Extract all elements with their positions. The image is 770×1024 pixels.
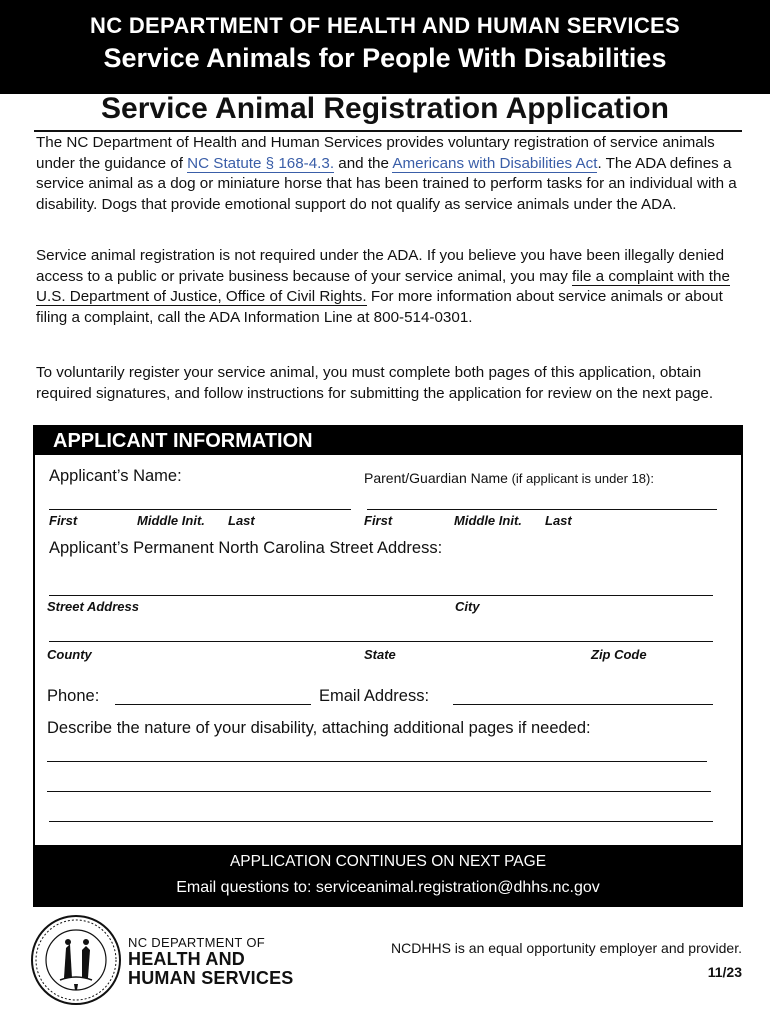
disability-line-1[interactable] (47, 761, 707, 762)
caption-first: First (49, 513, 78, 528)
intro-text: For more information about service animals or about filing a complaint, call the ADA Information Line at 800-514-0301. (36, 288, 723, 326)
caption-zip-code: Zip Code (591, 647, 647, 662)
ada-link[interactable]: Americans with Disabilities Act (392, 154, 598, 172)
title-divider (34, 130, 742, 132)
guardian-name-label (364, 470, 654, 486)
disability-line-2[interactable] (47, 791, 711, 792)
caption-guardian-first: First (364, 513, 393, 528)
page-header (0, 0, 770, 94)
caption-state: State (364, 647, 396, 662)
caption-city: City (455, 599, 480, 614)
applicant-name-field[interactable] (49, 509, 351, 510)
caption-middle: Middle Init. (137, 513, 205, 528)
intro-text: To voluntarily register your service animal, you must complete both pages of this application, obtain required signatures, and follow instructions for submitting the application for review on the next page. (36, 364, 714, 402)
logo-line-1: NC DEPARTMENT OF (128, 935, 265, 950)
caption-last: Last (228, 513, 255, 528)
intro-text: . The ADA defines a service animal as a dog or miniature horse that has been trained to perform tasks for an individual with a disability. Dogs that provide emotional support do not qualify as service animals under the ADA. (36, 154, 737, 213)
nc-statute-link[interactable]: NC Statute § 168-4.3. (187, 154, 335, 172)
county-state-zip-field[interactable] (49, 641, 713, 642)
header-subtitle: Service Animals for People With Disabilities (103, 43, 667, 73)
intro-text: The NC Department of Health and Human Services provides voluntary registration of service animals under the guidance of (36, 134, 715, 172)
caption-guardian-middle: Middle Init. (454, 513, 522, 528)
email-field[interactable] (453, 704, 713, 705)
phone-field[interactable] (115, 704, 311, 705)
intro-paragraph-1 (36, 133, 740, 215)
intro-paragraph-3 (36, 363, 740, 404)
ncdhhs-logo (128, 936, 294, 987)
disability-line-3[interactable] (49, 821, 713, 822)
doj-complaint-link[interactable]: file a complaint with the U.S. Department of Justice, Office of Civil Rights. (36, 267, 730, 305)
logo-line-3: HUMAN SERVICES (128, 968, 294, 988)
page-title: Service Animal Registration Application (101, 92, 669, 125)
street-city-field[interactable] (49, 595, 713, 596)
email-label: Email Address: (319, 687, 430, 705)
nc-state-seal-icon (30, 914, 122, 1006)
caption-county: County (47, 647, 92, 662)
guardian-note: (if applicant is under 18): (507, 471, 654, 486)
caption-guardian-last: Last (545, 513, 572, 528)
intro-paragraph-2 (36, 246, 740, 328)
equal-opportunity-statement: NCDHHS is an equal opportunity employer and provider. (391, 940, 742, 956)
intro-text: and the (334, 154, 393, 172)
section-heading: APPLICANT INFORMATION (35, 427, 741, 455)
logo-line-2: HEALTH AND (128, 949, 245, 969)
email-questions: Email questions to: serviceanimal.registration@dhhs.nc.gov (176, 879, 600, 896)
applicant-information-section (33, 425, 743, 907)
disability-description-label: Describe the nature of your disability, attaching additional pages if needed: (47, 719, 591, 737)
address-label: Applicant’s Permanent North Carolina Street Address: (49, 539, 443, 557)
applicant-name-label: Applicant’s Name: (49, 467, 182, 485)
revision-date: 11/23 (707, 964, 742, 980)
continues-notice: APPLICATION CONTINUES ON NEXT PAGE (229, 853, 547, 870)
intro-text: Service animal registration is not required under the ADA. If you believe you have been illegally denied access to a public or private business because of your service animal, you may (36, 247, 725, 285)
phone-label: Phone: (47, 687, 100, 705)
department-name: NC DEPARTMENT OF HEALTH AND HUMAN SERVICES (90, 13, 680, 38)
section-footer-banner (35, 845, 741, 905)
guardian-name-field[interactable] (367, 509, 717, 510)
caption-street-address: Street Address (47, 599, 139, 614)
guardian-label-text: Parent/Guardian Name (364, 470, 508, 486)
